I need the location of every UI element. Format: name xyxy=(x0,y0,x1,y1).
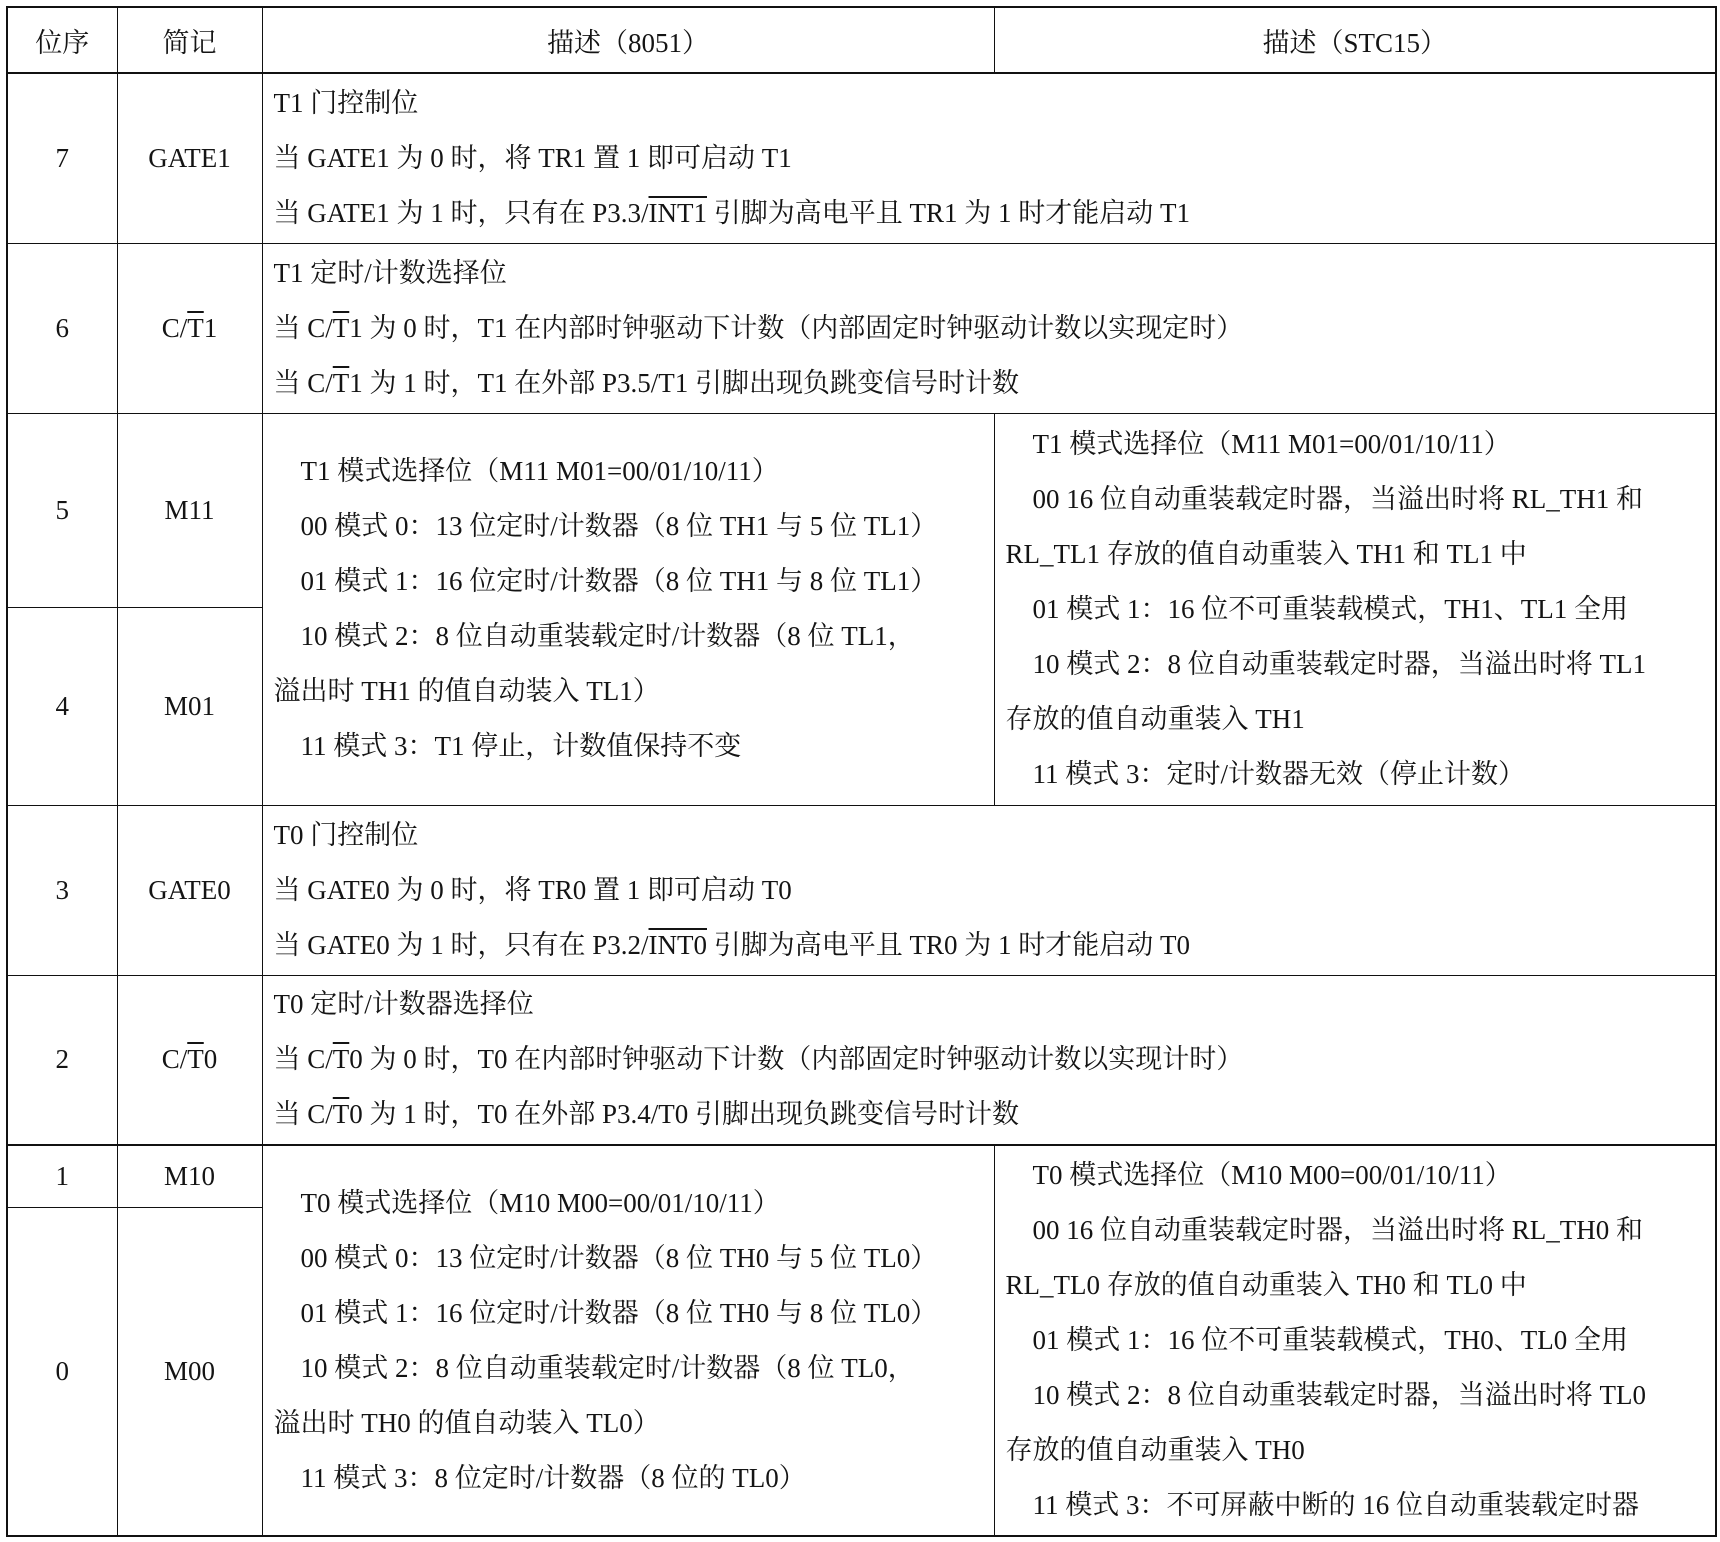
text-segment: 1 为 1 时，T1 在外部 P3.5/T1 引脚出现负跳变信号时计数 xyxy=(349,367,1020,398)
desc-line xyxy=(274,186,1705,241)
bit-name xyxy=(117,243,262,413)
header-bit: 位序 xyxy=(7,7,117,73)
desc-line: 01 模式 1：16 位定时/计数器（8 位 TH1 与 8 位 TL1） xyxy=(300,566,938,596)
bit-name: GATE0 xyxy=(117,805,262,975)
desc-line xyxy=(274,918,1705,973)
desc-line: 00 模式 0：13 位定时/计数器（8 位 TH0 与 5 位 TL0） xyxy=(300,1242,938,1273)
text-segment: 当 C/ xyxy=(273,312,333,343)
overlined-signal: $\overline{T}$ xyxy=(332,367,350,398)
text-segment: 当 GATE1 为 1 时，只有在 P3.3/ xyxy=(273,197,649,228)
text-segment: 引脚为高电平且 TR0 为 1 时才能启动 T0 xyxy=(707,929,1190,960)
row-bit-2 xyxy=(7,975,1716,1145)
bit-name: M10 xyxy=(117,1145,262,1207)
desc-stc15-t1-mode xyxy=(994,413,1716,805)
desc-line: 01 模式 1：16 位不可重装载模式，TH1、TL1 全用 xyxy=(1032,593,1628,624)
desc-line: 当 GATE1 为 0 时，将 TR1 置 1 即可启动 T1 xyxy=(273,142,792,173)
desc-line: 存放的值自动重装入 TH0 xyxy=(1005,1435,1305,1465)
desc-line: RL_TL1 存放的值自动重装入 TH1 和 TL1 中 xyxy=(1005,538,1527,569)
bit-number: 0 xyxy=(7,1207,117,1536)
text-segment: 1 为 0 时，T1 在内部时钟驱动下计数（内部固定时钟驱动计数以实现定时） xyxy=(349,312,1244,343)
desc-line: T0 门控制位 xyxy=(273,819,419,850)
header-row xyxy=(7,7,1716,73)
overlined-signal: $\overline{T}$ xyxy=(332,1044,350,1075)
desc-line: 溢出时 TH0 的值自动装入 TL0） xyxy=(273,1407,660,1438)
desc-line: 00 16 位自动重装载定时器，当溢出时将 RL_TH1 和 xyxy=(1032,483,1643,514)
overlined-signal: $\overline{T}$ xyxy=(332,1099,350,1130)
desc-line: 10 模式 2：8 位自动重装载定时/计数器（8 位 TL1， xyxy=(300,621,915,651)
row-bit-1 xyxy=(7,1145,1716,1207)
desc-line: RL_TL0 存放的值自动重装入 TH0 和 TL0 中 xyxy=(1005,1270,1527,1300)
text-segment: C/ xyxy=(161,312,188,343)
bit-description xyxy=(262,73,1716,243)
desc-line: 10 模式 2：8 位自动重装载定时/计数器（8 位 TL0， xyxy=(300,1352,915,1383)
header-desc-8051: 描述（8051） xyxy=(262,7,994,73)
bit-description xyxy=(262,243,1716,413)
desc-8051-t1-mode xyxy=(262,413,994,805)
desc-line: T1 模式选择位（M11 M01=00/01/10/11） xyxy=(1032,428,1511,459)
desc-line: T0 模式选择位（M10 M00=00/01/10/11） xyxy=(1032,1160,1512,1190)
bit-number: 6 xyxy=(7,243,117,413)
row-bit-5 xyxy=(7,413,1716,607)
bit-description xyxy=(262,975,1716,1145)
desc-line: 10 模式 2：8 位自动重装载定时器，当溢出时将 TL1 xyxy=(1032,648,1646,679)
bit-number: 3 xyxy=(7,805,117,975)
text-segment: 当 GATE0 为 1 时，只有在 P3.2/ xyxy=(273,929,649,960)
bit-description xyxy=(262,805,1716,975)
desc-line: 00 16 位自动重装载定时器，当溢出时将 RL_TH0 和 xyxy=(1032,1215,1643,1245)
desc-line: T0 模式选择位（M10 M00=00/01/10/11） xyxy=(300,1187,780,1218)
text-segment: 当 C/ xyxy=(273,1044,333,1075)
row-bit-6 xyxy=(7,243,1716,413)
bit-name: M11 xyxy=(117,413,262,607)
overlined-signal: $\overline{T}$ xyxy=(187,1044,204,1075)
desc-stc15-t0-mode xyxy=(994,1145,1716,1536)
desc-line: 01 模式 1：16 位定时/计数器（8 位 TH0 与 8 位 TL0） xyxy=(300,1297,938,1328)
header-name: 简记 xyxy=(117,7,262,73)
desc-line: 11 模式 3：定时/计数器无效（停止计数） xyxy=(1032,758,1525,789)
text-segment: 0 xyxy=(203,1044,218,1075)
desc-line: 溢出时 TH1 的值自动装入 TL1） xyxy=(273,676,660,706)
desc-line xyxy=(274,301,1705,356)
text-segment: 引脚为高电平且 TR1 为 1 时才能启动 T1 xyxy=(707,197,1190,228)
text-segment: 1 xyxy=(203,312,218,343)
bit-number: 2 xyxy=(7,975,117,1145)
row-bit-3 xyxy=(7,805,1716,975)
text-segment: C/ xyxy=(161,1044,188,1075)
bit-number: 7 xyxy=(7,73,117,243)
overlined-signal: $\overline{T}$ xyxy=(332,312,350,343)
bit-name xyxy=(117,975,262,1145)
bit-name: M01 xyxy=(117,607,262,805)
bit-number: 5 xyxy=(7,413,117,607)
tmod-register-table xyxy=(6,6,1717,1537)
row-bit-7 xyxy=(7,73,1716,243)
bit-number: 1 xyxy=(7,1145,117,1207)
bit-number: 4 xyxy=(7,607,117,805)
bit-name: M00 xyxy=(117,1207,262,1536)
text-segment: 0 为 0 时，T0 在内部时钟驱动下计数（内部固定时钟驱动计数以实现计时） xyxy=(349,1044,1244,1075)
header-desc-stc15: 描述（STC15） xyxy=(994,7,1716,73)
overlined-signal: $\overline{T}$ xyxy=(187,312,204,343)
desc-line xyxy=(274,1032,1705,1087)
overlined-signal: INT0 xyxy=(648,929,707,960)
desc-line: T1 定时/计数选择位 xyxy=(273,257,507,288)
desc-line: 10 模式 2：8 位自动重装载定时器，当溢出时将 TL0 xyxy=(1032,1380,1646,1410)
desc-line: T0 定时/计数器选择位 xyxy=(273,989,534,1020)
desc-line: 01 模式 1：16 位不可重装载模式，TH0、TL0 全用 xyxy=(1032,1325,1628,1355)
bit-name: GATE1 xyxy=(117,73,262,243)
desc-line: 11 模式 3：T1 停止，计数值保持不变 xyxy=(300,731,742,761)
text-segment: 0 为 1 时，T0 在外部 P3.4/T0 引脚出现负跳变信号时计数 xyxy=(349,1099,1020,1130)
desc-line: 11 模式 3：不可屏蔽中断的 16 位自动重装载定时器 xyxy=(1032,1490,1639,1520)
desc-line: 当 GATE0 为 0 时，将 TR0 置 1 即可启动 T0 xyxy=(273,874,792,905)
text-segment: 当 C/ xyxy=(273,1099,333,1130)
overlined-signal: INT1 xyxy=(648,197,707,228)
desc-8051-t0-mode xyxy=(262,1145,994,1536)
desc-line xyxy=(274,1087,1705,1142)
desc-line: T1 模式选择位（M11 M01=00/01/10/11） xyxy=(300,456,779,486)
text-segment: 当 C/ xyxy=(273,367,333,398)
desc-line xyxy=(274,356,1705,411)
desc-line: 11 模式 3：8 位定时/计数器（8 位的 TL0） xyxy=(300,1462,806,1493)
desc-line: 00 模式 0：13 位定时/计数器（8 位 TH1 与 5 位 TL1） xyxy=(300,511,938,541)
desc-line: 存放的值自动重装入 TH1 xyxy=(1005,703,1305,734)
desc-line: T1 门控制位 xyxy=(273,87,419,118)
